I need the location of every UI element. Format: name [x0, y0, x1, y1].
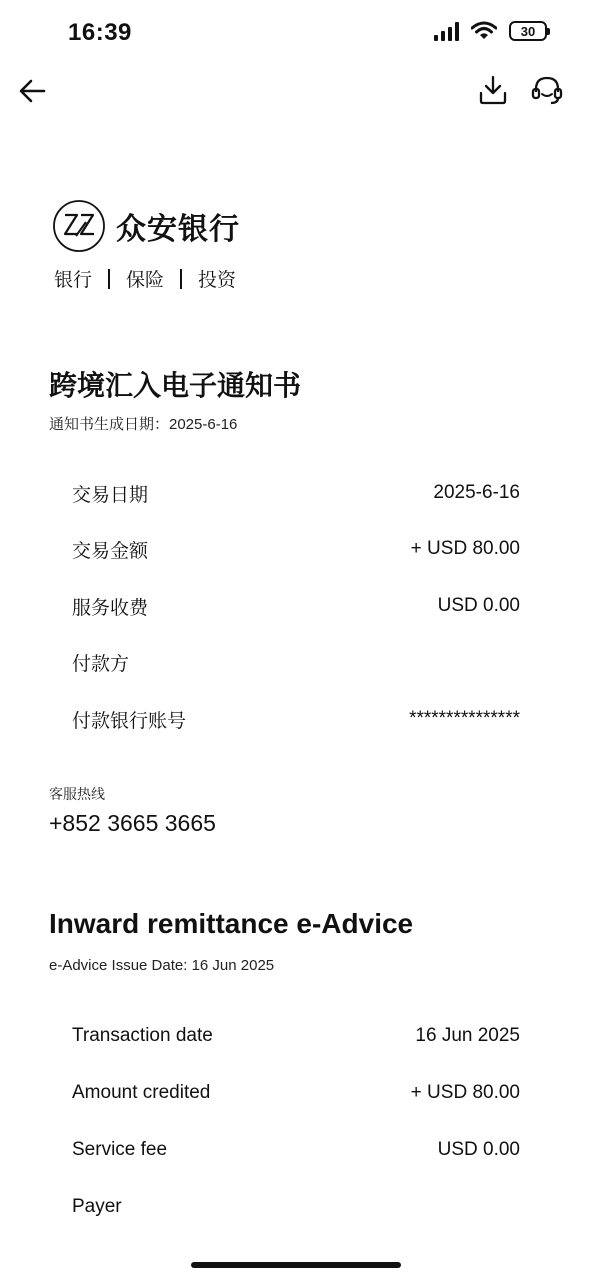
- en-notice-title: Inward remittance e-Advice: [49, 908, 414, 939]
- back-arrow-icon[interactable]: [16, 74, 50, 108]
- en-row-service-fee: [72, 1136, 520, 1164]
- row-label: Amount credited: [72, 1082, 211, 1103]
- en-row-amount: [72, 1079, 520, 1107]
- cn-notice-date: 通知书生成日期：2025-6-16: [49, 416, 238, 433]
- row-label: 付款银行账号: [72, 710, 187, 732]
- battery-icon: [509, 21, 547, 41]
- row-label: 交易日期: [72, 484, 149, 506]
- tagline-divider: [180, 269, 182, 289]
- hotline-number[interactable]: +852 3665 3665: [49, 810, 216, 836]
- row-value: USD 0.00: [437, 1139, 520, 1160]
- row-label: Transaction date: [72, 1025, 213, 1046]
- battery-level: 30: [520, 23, 536, 39]
- hotline-label: 客服热线: [49, 786, 105, 802]
- cn-notice-title: 跨境汇入电子通知书: [49, 370, 302, 401]
- bank-brand: [52, 199, 240, 253]
- download-icon[interactable]: [478, 74, 508, 106]
- cn-row-payer-account: [72, 705, 520, 733]
- en-notice-date: e-Advice Issue Date: 16 Jun 2025: [49, 957, 275, 974]
- status-time: 16:39: [68, 19, 132, 46]
- customer-service-icon[interactable]: [530, 74, 564, 108]
- row-value: 16 Jun 2025: [415, 1025, 520, 1046]
- row-label: Service fee: [72, 1139, 168, 1160]
- row-value: + USD 80.00: [410, 538, 520, 559]
- tagline-investment: 投资: [198, 270, 237, 291]
- home-indicator[interactable]: [191, 1262, 401, 1268]
- tagline-divider: [108, 269, 110, 289]
- cn-row-transaction-date: [72, 479, 520, 507]
- row-label: 交易金额: [72, 540, 149, 562]
- en-row-payer: [72, 1193, 520, 1221]
- row-label: 服务收费: [72, 597, 149, 619]
- cellular-signal-icon: [434, 21, 459, 41]
- tagline-banking: 银行: [54, 270, 93, 291]
- cn-row-amount: [72, 535, 520, 563]
- row-value: + USD 80.00: [410, 1082, 520, 1103]
- row-label: 付款方: [72, 653, 130, 675]
- row-label: Payer: [72, 1196, 122, 1217]
- row-value: 2025-6-16: [433, 482, 520, 503]
- cn-row-payer: [72, 648, 520, 676]
- wifi-icon: [471, 21, 497, 41]
- brand-tagline: [54, 265, 236, 292]
- tagline-insurance: 保险: [126, 270, 165, 291]
- za-bank-logo-icon: [52, 199, 106, 253]
- bank-name: 众安银行: [116, 213, 240, 246]
- row-value: ***************: [409, 708, 520, 729]
- status-icons: [434, 21, 547, 41]
- cn-row-service-fee: [72, 592, 520, 620]
- row-value: USD 0.00: [437, 595, 520, 616]
- en-row-transaction-date: [72, 1022, 520, 1050]
